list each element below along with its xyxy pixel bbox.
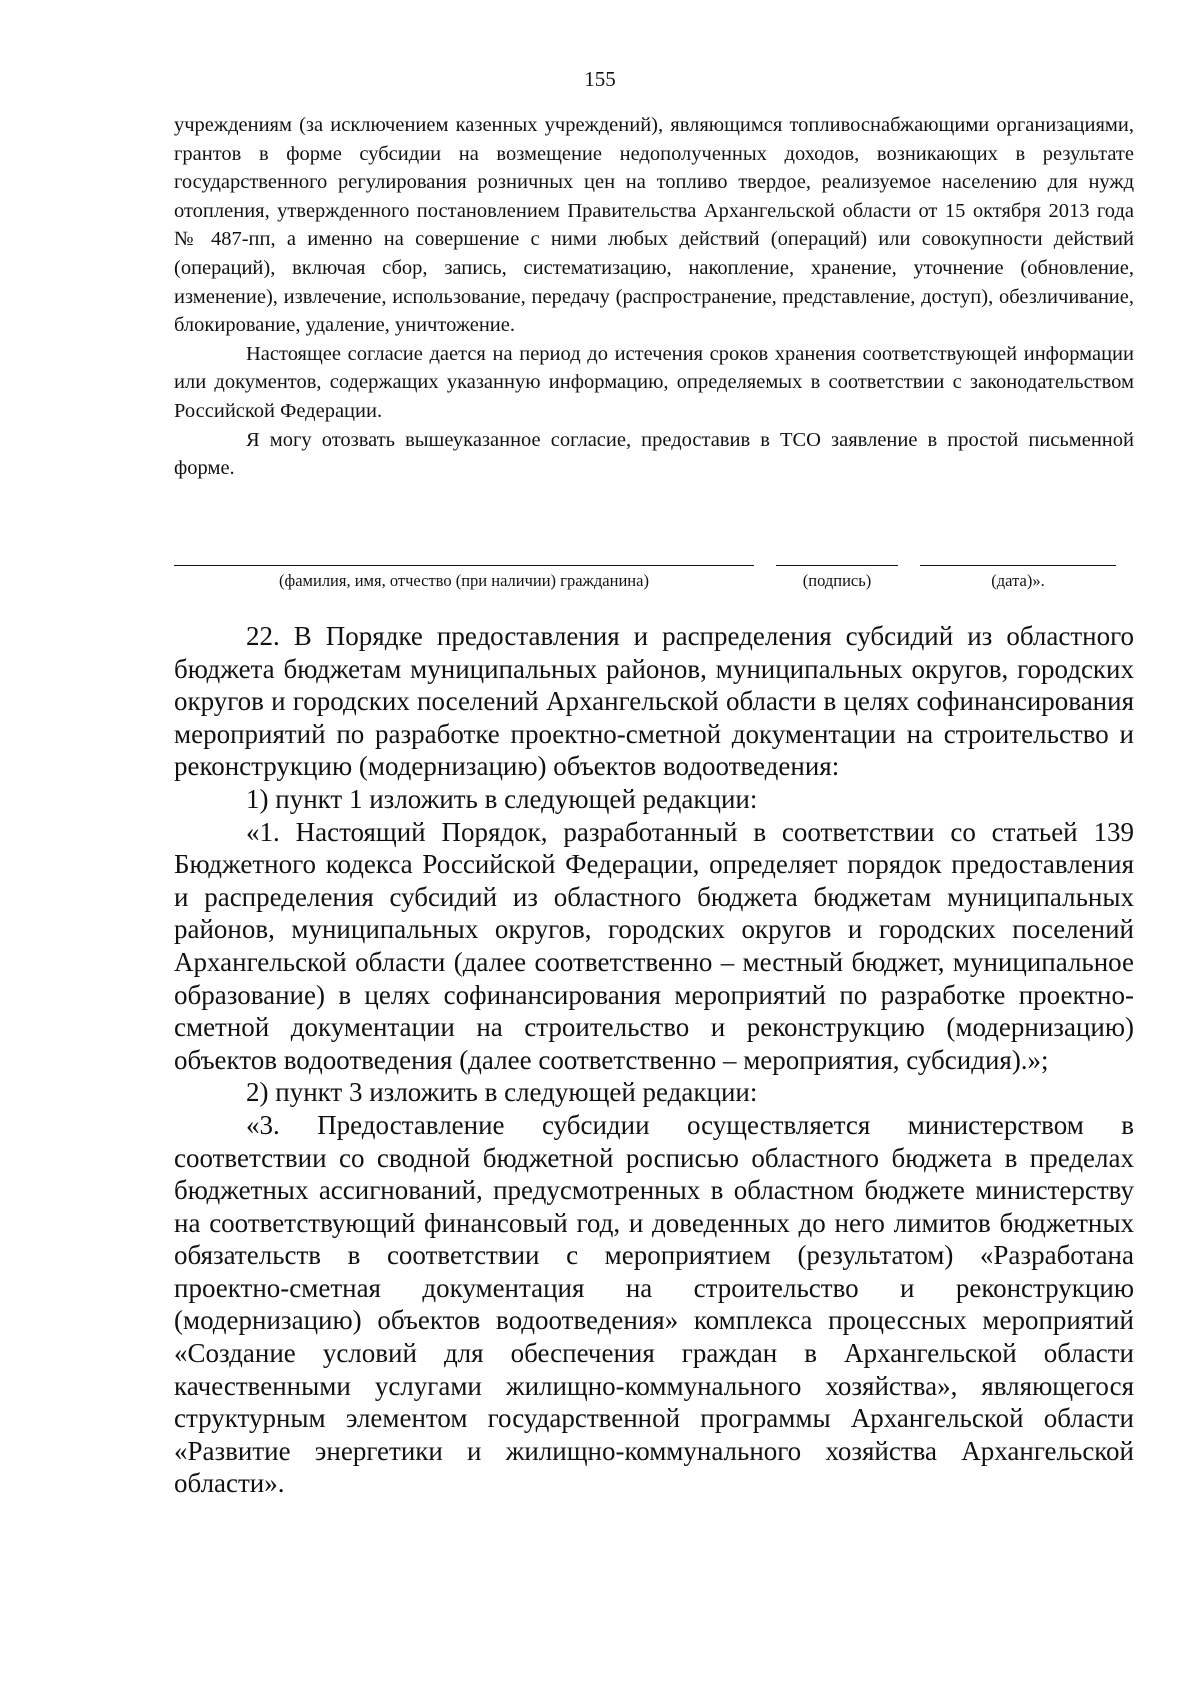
signature-caption: (подпись) bbox=[802, 571, 872, 590]
subitem-2-text: «3. Предоставление субсидии осуществляется министерством в соответствии со сводной бюджетной росписью областного бюджета в пределах бюджетных ассигнований, предусмотренных в областном бюджете министерству на соответствующий финансовый год, и доведенных до него лимитов бюджетных обязательств в соответствии с мероприятием (результатом) «Разработана проектно-сметная документация на строительство и реконструкцию (модернизацию) объектов водоотведения» комплекса процессных мероприятий «Создание условий для обеспечения граждан в Архангельской области качественными услугами жилищно-коммунального хозяйства», являющегося структурным элементом государственной программы Архангельской области «Развитие энергетики и жилищно-коммунального хозяйства Архангельской области». bbox=[174, 1109, 1134, 1499]
name-caption: (фамилия, имя, отчество (при наличии) гражданина) bbox=[279, 571, 649, 590]
subitem-1-intro: 1) пункт 1 изложить в следующей редакции: bbox=[246, 783, 758, 814]
consent-paragraph-3: Я могу отозвать вышеуказанное согласие, предоставив в ТСО заявление в простой письменной форме. bbox=[174, 428, 1134, 480]
item-22-paragraph: 22. В Порядке предоставления и распределения субсидий из областного бюджета бюджетам муниципальных районов, муниципальных округов, городских округов и городских поселений Архангельской области в целях софинансирования мероприятий по разработке проектно-сметной документации на строительство и реконструкцию (модернизацию) объектов водоотведения: bbox=[174, 621, 1134, 782]
signature-line bbox=[776, 565, 898, 566]
amendment-section bbox=[174, 620, 1134, 1500]
consent-paragraph-2: Настоящее согласие дается на период до истечения сроков хранения соответствующей информации или документов, содержащих указанную информацию, определяемых в соответствии с законодательством Российской Федерации. bbox=[174, 342, 1134, 422]
subitem-2-intro: 2) пункт 3 изложить в следующей редакции: bbox=[246, 1077, 758, 1108]
subitem-1-text: «1. Настоящий Порядок, разработанный в соответствии со статьей 139 Бюджетного кодекса Российской Федерации, определяет порядок предоставления и распределения субсидий из областного бюджета бюджетам муниципальных районов, муниципальных округов, городских округов и городских поселений Архангельской области (далее соответственно – местный бюджет, муниципальное образование) в целях софинансирования мероприятий по разработке проектно-сметной документации на строительство и реконструкцию (модернизацию) объектов водоотведения (далее соответственно – мероприятия, субсидия).»; bbox=[174, 816, 1134, 1075]
consent-paragraph-1: учреждениям (за исключением казенных учреждений), являющимся топливоснабжающими организациями, грантов в форме субсидии на возмещение недополученных доходов, возникающих в результате государственного регулирования розничных цен на топливо твердое, реализуемое населению для нужд отопления, утвержденного постановлением Правительства Архангельской области от 15 октября 2013 года № 487-пп, а именно на совершение с ними любых действий (операций) или совокупности действий (операций), включая сбор, запись, систематизацию, накопление, хранение, уточнение (обновление, изменение), извлечение, использование, передачу (распространение, представление, доступ), обезличивание, блокирование, удаление, уничтожение. bbox=[174, 114, 1134, 337]
date-signature-line bbox=[920, 565, 1116, 566]
date-caption: (дата)». bbox=[991, 571, 1045, 590]
consent-section bbox=[174, 111, 1134, 483]
page-number: 155 bbox=[584, 67, 616, 91]
name-signature-line bbox=[174, 565, 754, 566]
signature-block bbox=[174, 565, 1134, 605]
